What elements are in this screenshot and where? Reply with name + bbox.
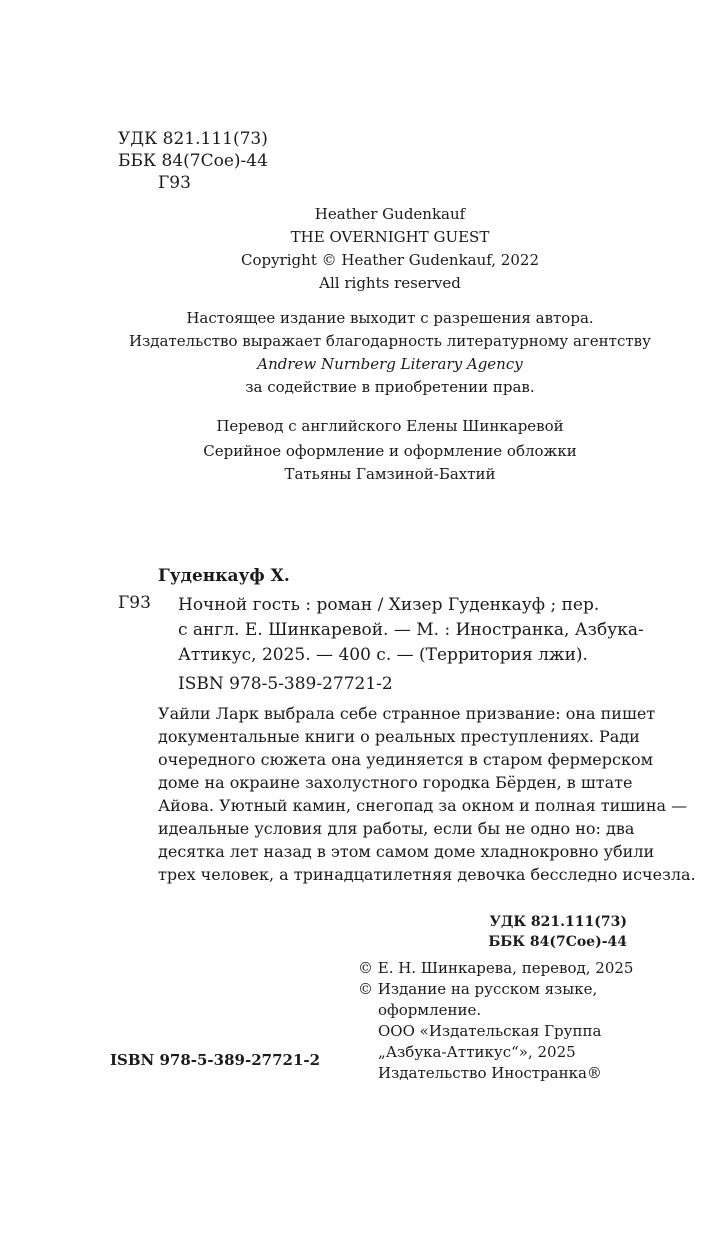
- permission-line-2: Издательство выражает благодарность литературному агентству: [129, 332, 651, 350]
- classification-block: [118, 128, 268, 194]
- biblio-line: Аттикус, 2025. — 400 с. — (Территория лжи).: [178, 645, 588, 665]
- entry-isbn: ISBN 978-5-389-27721-2: [178, 674, 393, 694]
- copyright-block: [358, 958, 633, 1084]
- design-line-1: Серийное оформление и оформление обложки: [203, 442, 577, 460]
- annotation-line: трех человек, а тринадцатилетняя девочка бесследно исчезла.: [158, 865, 696, 884]
- original-author: Heather Gudenkauf: [314, 205, 466, 223]
- biblio-line: с англ. Е. Шинкаревой. — М. : Иностранка, Азбука-: [178, 620, 644, 640]
- permission-block: [110, 307, 670, 399]
- permission-line-1: Настоящее издание выходит с разрешения автора.: [186, 309, 594, 327]
- copyright-line: оформление.: [378, 1001, 482, 1019]
- translator-line: Перевод с английского Елены Шинкаревой: [216, 417, 564, 435]
- footer-isbn: ISBN 978-5-389-27721-2: [110, 1051, 321, 1069]
- bibliographic-description: [178, 593, 644, 668]
- copyright-line: ООО «Издательская Группа: [378, 1022, 602, 1040]
- annotation-line: очередного сюжета она уединяется в старом фермерском: [158, 750, 654, 769]
- annotation-line: Уайли Ларк выбрала себе странное призвание: она пишет: [158, 704, 656, 723]
- copyright-line: Издательство Иностранка®: [378, 1064, 602, 1082]
- entry-classification: [488, 912, 627, 952]
- annotation-line: идеальные условия для работы, если бы не одно но: два: [158, 819, 635, 838]
- translator-credit: [110, 415, 670, 438]
- copyright-line: © Е. Н. Шинкарева, перевод, 2025: [358, 959, 634, 977]
- permission-line-3: за содействие в приобретении прав.: [245, 378, 535, 396]
- design-line-2: Татьяны Гамзиной-Бахтий: [284, 465, 496, 483]
- annotation-line: десятка лет назад в этом самом доме хладнокровно убили: [158, 842, 655, 861]
- biblio-line: Ночной гость : роман / Хизер Гуденкауф ; пер.: [178, 595, 600, 615]
- entry-author-heading: Гуденкауф Х.: [158, 566, 290, 586]
- bbk-code: ББК 84(7Сое)-44: [118, 151, 268, 171]
- udk-code: УДК 821.111(73): [118, 129, 268, 149]
- entry-mark: Г93: [118, 593, 151, 613]
- copyright-line: © Издание на русском языке,: [358, 980, 598, 998]
- copyright-line: „Азбука-Аттикус“», 2025: [378, 1043, 576, 1061]
- original-title: THE OVERNIGHT GUEST: [290, 228, 490, 246]
- agency-name: Andrew Nurnberg Literary Agency: [257, 355, 523, 373]
- design-credit: [110, 440, 670, 486]
- original-edition-block: [110, 203, 670, 295]
- entry-udk: УДК 821.111(73): [489, 914, 627, 930]
- author-mark: Г93: [158, 173, 191, 193]
- original-rights: All rights reserved: [319, 274, 461, 292]
- annotation-line: документальные книги о реальных преступлениях. Ради: [158, 727, 640, 746]
- annotation-line: Айова. Уютный камин, снегопад за окном и полная тишина —: [158, 796, 688, 815]
- original-copyright: Copyright © Heather Gudenkauf, 2022: [241, 251, 539, 269]
- annotation-line: доме на окраине захолустного городка Бёрден, в штате: [158, 773, 633, 792]
- entry-bbk: ББК 84(7Сое)-44: [488, 934, 627, 950]
- annotation: [158, 702, 696, 886]
